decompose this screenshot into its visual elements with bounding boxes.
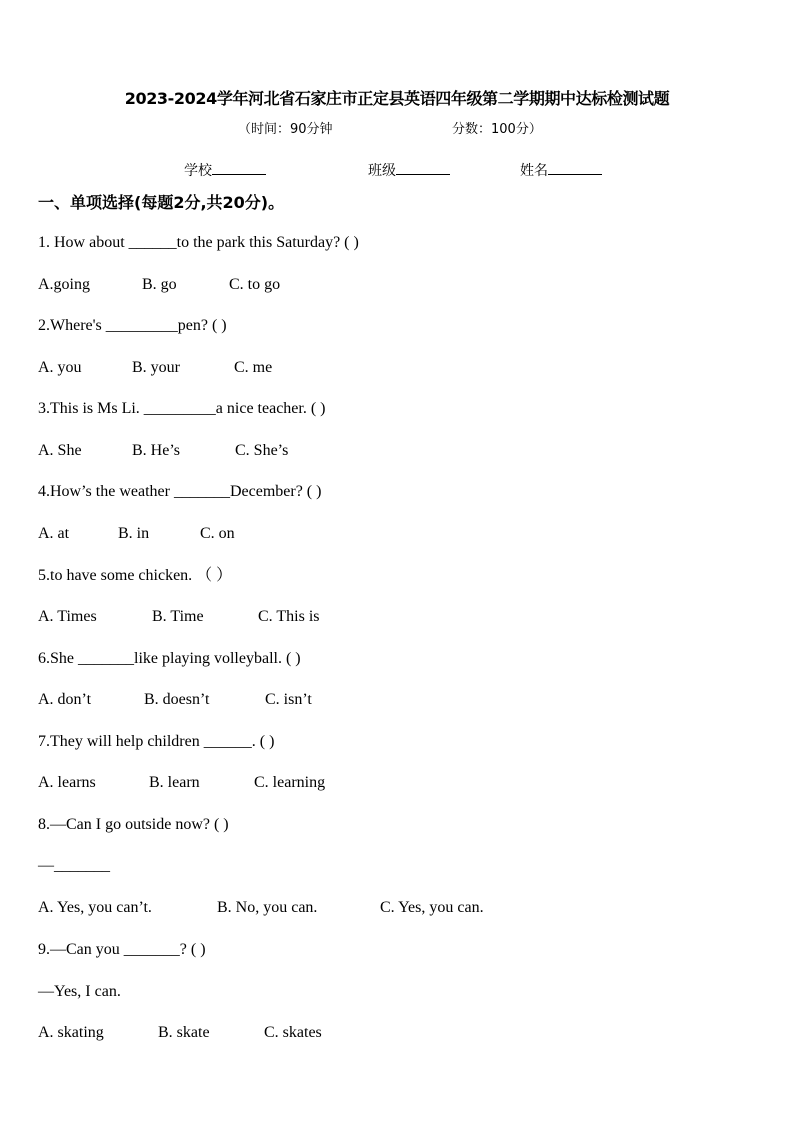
option-b: B. skate <box>158 1024 210 1041</box>
class-blank <box>396 160 450 175</box>
name-label: 姓名 <box>520 163 548 179</box>
question-stem: 3.This is Ms Li. _________a nice teacher. ( ) <box>38 400 326 417</box>
option-c: C. Yes, you can. <box>380 899 484 916</box>
question-stem: 6.She _______like playing volleyball. ( ) <box>38 650 301 667</box>
question-reply: —_______ <box>38 857 110 874</box>
page-title: 2023-2024学年河北省石家庄市正定县英语四年级第二学期期中达标检测试题 <box>124 89 670 108</box>
question-options <box>38 275 280 295</box>
name-field <box>520 160 602 180</box>
option-c: C. skates <box>264 1024 322 1041</box>
section-title: 一、单项选择(每题2分,共20分)。 <box>38 193 285 212</box>
option-b: B. doesn’t <box>144 691 210 708</box>
question-options <box>38 690 312 710</box>
school-label: 学校 <box>184 163 212 179</box>
option-c: C. She’s <box>235 442 289 459</box>
option-c: C. isn’t <box>265 691 312 708</box>
school-field <box>184 160 266 180</box>
question-reply: —Yes, I can. <box>38 983 121 1000</box>
question-stem: 2.Where's _________pen? ( ) <box>38 317 227 334</box>
question-stem: 1. How about ______to the park this Saturday? ( ) <box>38 234 359 251</box>
question-stem: 8.—Can I go outside now? ( ) <box>38 816 229 833</box>
option-c: C. to go <box>229 276 281 293</box>
option-a: A. skating <box>38 1024 104 1041</box>
option-b: B. Time <box>152 608 204 625</box>
option-b: B. learn <box>149 774 200 791</box>
class-field <box>368 160 450 180</box>
option-a: A. Times <box>38 608 97 625</box>
option-c: C. on <box>200 525 235 542</box>
exam-score: 分数：100分） <box>452 122 542 137</box>
option-a: A. learns <box>38 774 96 791</box>
option-b: B. your <box>132 359 180 376</box>
option-c: C. This is <box>258 608 320 625</box>
option-a: A. don’t <box>38 691 92 708</box>
question-stem: 5.to have some chicken. （ ） <box>38 567 233 584</box>
option-b: B. He’s <box>132 442 180 459</box>
question-options <box>38 898 484 918</box>
school-blank <box>212 160 266 175</box>
question-stem: 7.They will help children ______. ( ) <box>38 733 275 750</box>
question-options <box>38 1023 322 1043</box>
question-stem: 4.How’s the weather _______December? ( ) <box>38 483 322 500</box>
class-label: 班级 <box>368 163 396 179</box>
question-options <box>38 524 235 544</box>
option-a: A.going <box>38 276 90 293</box>
question-options <box>38 607 320 627</box>
question-options <box>38 358 272 378</box>
option-b: B. in <box>118 525 150 542</box>
exam-time: （时间：90分钟 <box>238 122 333 137</box>
option-a: A. you <box>38 359 82 376</box>
question-options <box>38 441 288 461</box>
option-a: A. She <box>38 442 82 459</box>
option-b: B. go <box>142 276 177 293</box>
option-a: A. at <box>38 525 70 542</box>
option-b: B. No, you can. <box>217 899 318 916</box>
option-c: C. me <box>234 359 273 376</box>
option-a: A. Yes, you can’t. <box>38 899 152 916</box>
name-blank <box>548 160 602 175</box>
question-options <box>38 773 325 793</box>
question-stem: 9.—Can you _______? ( ) <box>38 941 206 958</box>
option-c: C. learning <box>254 774 326 791</box>
